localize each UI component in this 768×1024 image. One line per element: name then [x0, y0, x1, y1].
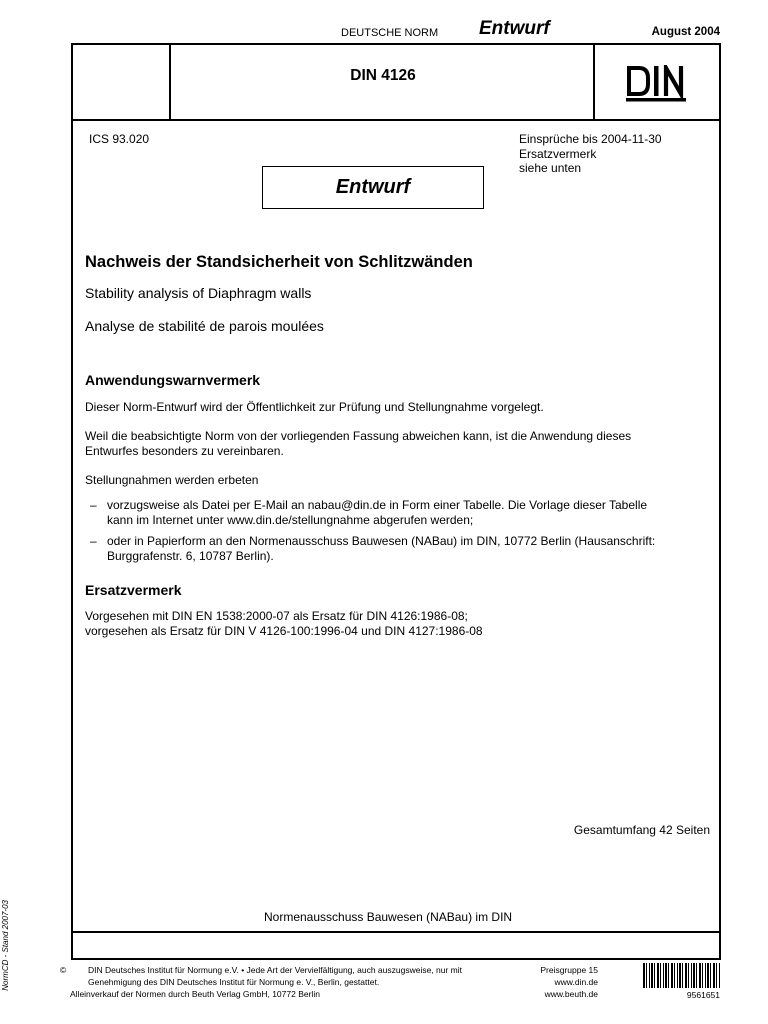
- draft-box: [262, 166, 484, 209]
- replacement-heading: Ersatzvermerk: [85, 582, 182, 598]
- norm-label: DEUTSCHE NORM: [341, 27, 439, 39]
- side-note: NormCD - Stand 2007-03: [1, 900, 10, 991]
- standard-designation: DIN 4126: [350, 67, 416, 84]
- din-logo: [626, 65, 686, 102]
- comments-intro: Stellungnahmen werden erbeten: [85, 473, 259, 487]
- beuth-url: www.beuth.de: [544, 989, 598, 999]
- copyright-line-1: DIN Deutsches Institut für Normung e.V. • Jede Art der Vervielfältigung, auch auszugsweise, nur mit: [88, 965, 463, 975]
- issue-date: August 2004: [651, 26, 720, 38]
- warning-paragraph-2-line-2: Entwurfes besonders zu vereinbaren.: [85, 444, 284, 458]
- din-url: www.din.de: [554, 977, 598, 987]
- bullet-email-line-2: kann im Internet unter www.din.de/stellungnahme abgerufen werden;: [107, 513, 474, 527]
- warning-heading: Anwendungswarnvermerk: [85, 372, 261, 388]
- title-block-left-divider: [169, 43, 171, 121]
- draft-label: Entwurf: [479, 18, 550, 39]
- price-group: Preisgruppe 15: [540, 965, 598, 975]
- bullet-paper-line-2: Burggrafenstr. 6, 10787 Berlin).: [107, 549, 274, 563]
- ics-code: ICS 93.020: [89, 132, 150, 146]
- title-english: Stability analysis of Diaphragm walls: [85, 285, 312, 301]
- replacement-line-2: vorgesehen als Ersatz für DIN V 4126-100:1996-04 und DIN 4127:1986-08: [85, 624, 483, 638]
- bullet-paper-line-1: oder in Papierform an den Normenausschuss Bauwesen (NABau) im DIN, 10772 Berlin (Hausanschrift:: [107, 534, 656, 548]
- sales-note: Alleinverkauf der Normen durch Beuth Verlag GmbH, 10772 Berlin: [70, 989, 320, 999]
- bullet-email-line-1: vorzugsweise als Datei per E-Mail an nabau@din.de in Form einer Tabelle. Die Vorlage dieser Tabelle: [107, 498, 648, 512]
- total-pages: Gesamtumfang 42 Seiten: [573, 823, 710, 837]
- replacement-line-1: Vorgesehen mit DIN EN 1538:2000-07 als Ersatz für DIN 4126:1986-08;: [85, 609, 468, 623]
- title-french: Analyse de stabilité de parois moulées: [85, 318, 324, 334]
- title-german: Nachweis der Standsicherheit von Schlitzwänden: [85, 253, 473, 271]
- bullet-dash: –: [90, 534, 97, 548]
- copyright-symbol: ©: [60, 965, 67, 975]
- barcode-number: 9561651: [686, 990, 720, 1000]
- objections-deadline: Einsprüche bis 2004-11-30: [519, 132, 662, 146]
- draft-box-label: Entwurf: [335, 176, 411, 198]
- copyright-line-2: Genehmigung des DIN Deutsches Institut für Normung e. V., Berlin, gestattet.: [88, 977, 380, 987]
- warning-paragraph-2-line-1: Weil die beabsichtigte Norm von der vorliegenden Fassung abweichen kann, ist die Anwendung dieses: [85, 429, 632, 443]
- bullet-dash: –: [90, 498, 97, 512]
- committee-name: Normenausschuss Bauwesen (NABau) im DIN: [264, 910, 513, 924]
- see-below-note: siehe unten: [519, 161, 582, 175]
- footer-divider: [71, 931, 721, 933]
- replacement-note-label: Ersatzvermerk: [519, 147, 597, 161]
- barcode: [643, 963, 720, 988]
- warning-paragraph-1: Dieser Norm-Entwurf wird der Öffentlichkeit zur Prüfung und Stellungnahme vorgelegt.: [85, 400, 544, 414]
